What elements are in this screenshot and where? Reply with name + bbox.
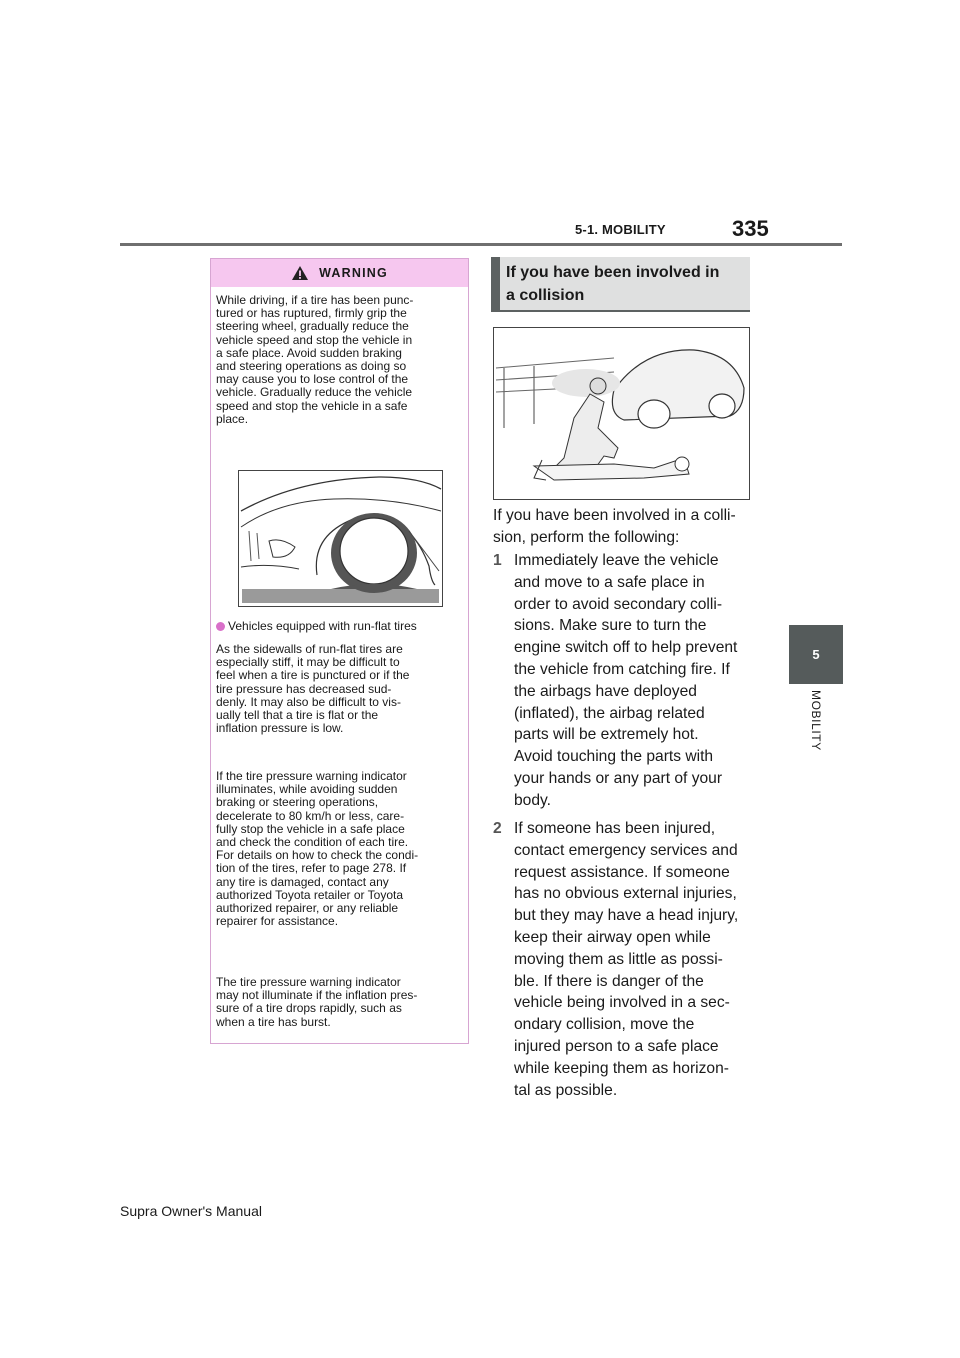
text-line: braking or steering operations, bbox=[216, 795, 379, 810]
text-line: place. bbox=[216, 411, 249, 426]
page-number: 335 bbox=[732, 216, 769, 241]
text-line: may not illuminate if the inflation pres- bbox=[216, 988, 418, 1003]
text-line: vehicle speed and stop the vehicle in bbox=[216, 332, 413, 347]
text-line: tion of the tires, refer to page 278. If bbox=[216, 861, 407, 876]
flat-tire-drawing bbox=[239, 471, 442, 606]
text-line: vehicle being involved in a sec- bbox=[514, 994, 730, 1012]
text-line: body. bbox=[514, 791, 551, 809]
text-line: contact emergency services and bbox=[514, 841, 738, 859]
text-line: but they may have a head injury, bbox=[514, 907, 739, 925]
text-line: the airbags have deployed bbox=[514, 682, 697, 700]
collision-drawing bbox=[494, 328, 749, 499]
warning-box bbox=[210, 258, 469, 1044]
warning-paragraph bbox=[216, 976, 466, 1029]
text-line: and move to a safe place in bbox=[514, 573, 705, 591]
text-line: For details on how to check the condi- bbox=[216, 848, 419, 863]
text-line: speed and stop the vehicle in a safe bbox=[216, 398, 408, 413]
text-line: sion, perform the following: bbox=[493, 528, 680, 546]
footer-manual-title: Supra Owner's Manual bbox=[120, 1203, 262, 1219]
text-line: a safe place. Avoid sudden braking bbox=[216, 345, 402, 360]
bullet-item bbox=[216, 619, 466, 633]
text-line: authorized Toyota retailer or Toyota bbox=[216, 887, 404, 902]
text-line: the vehicle from catching fire. If bbox=[514, 660, 730, 678]
text-line: tire pressure has decreased sud- bbox=[216, 681, 392, 696]
text-line: Immediately leave the vehicle bbox=[514, 552, 719, 569]
text-line: tured or has ruptured, firmly grip the bbox=[216, 306, 407, 321]
text-line: order to avoid secondary colli- bbox=[514, 595, 723, 613]
chapter-label-text: MOBILITY bbox=[809, 690, 823, 751]
text-line: illuminates, while avoiding sudden bbox=[216, 782, 398, 797]
text-line: feel when a tire is punctured or if the bbox=[216, 668, 410, 683]
warning-paragraph bbox=[216, 294, 466, 426]
text-line: fully stop the vehicle in a safe place bbox=[216, 821, 405, 836]
chapter-label bbox=[776, 690, 856, 770]
text-line: ble. If there is danger of the bbox=[514, 972, 704, 990]
text-line: keep their airway open while bbox=[514, 928, 711, 946]
chapter-tab[interactable]: 5 bbox=[789, 625, 843, 684]
warning-paragraph bbox=[216, 770, 466, 928]
text-line: when a tire has burst. bbox=[216, 1014, 331, 1029]
step-item bbox=[493, 550, 755, 812]
text-line: especially stiff, it may be difficult to bbox=[216, 655, 400, 670]
warning-header bbox=[211, 259, 468, 287]
section-heading-text bbox=[506, 261, 746, 307]
section-heading bbox=[491, 257, 750, 312]
text-line: engine switch off to help prevent bbox=[514, 639, 738, 657]
bullet-dot bbox=[216, 622, 225, 631]
text-line: While driving, if a tire has been punc- bbox=[216, 293, 414, 307]
step-number: 1 bbox=[493, 552, 502, 569]
collision-illustration bbox=[493, 327, 750, 500]
text-line: If someone has been injured, bbox=[514, 820, 716, 837]
text-line: tal as possible. bbox=[514, 1081, 618, 1099]
warning-title: WARNING bbox=[319, 266, 388, 280]
text-line: parts will be extremely hot. bbox=[514, 726, 699, 744]
text-line: ually tell that a tire is flat or the bbox=[216, 708, 379, 723]
bullet-text: Vehicles equipped with run-flat tires bbox=[228, 619, 417, 633]
heading-line: If you have been involved in bbox=[506, 264, 720, 281]
text-line: any tire is damaged, contact any bbox=[216, 874, 389, 889]
text-line: decelerate to 80 km/h or less, care- bbox=[216, 808, 405, 823]
text-line: ondary collision, move the bbox=[514, 1016, 695, 1034]
text-line: and check the condition of each tire. bbox=[216, 835, 409, 850]
text-line: If you have been involved in a colli- bbox=[493, 507, 736, 524]
text-line: request assistance. If someone bbox=[514, 863, 730, 881]
text-line: authorized repairer, or any reliable bbox=[216, 901, 399, 916]
header-rule bbox=[120, 243, 842, 246]
text-line: while keeping them as horizon- bbox=[514, 1059, 729, 1077]
text-line: may cause you to lose control of the bbox=[216, 372, 409, 387]
flat-tire-illustration bbox=[238, 470, 443, 607]
text-line: The tire pressure warning indicator bbox=[216, 975, 401, 989]
text-line: steering wheel, gradually reduce the bbox=[216, 319, 409, 334]
text-line: If the tire pressure warning indicator bbox=[216, 769, 407, 783]
text-line: (inflated), the airbag related bbox=[514, 704, 705, 722]
heading-line: a collision bbox=[506, 287, 585, 304]
text-line: inflation pressure is low. bbox=[216, 721, 344, 736]
text-line: moving them as little as possi- bbox=[514, 950, 723, 968]
step-item bbox=[493, 818, 755, 1102]
text-line: your hands or any part of your bbox=[514, 769, 723, 787]
section-title: 5-1. MOBILITY bbox=[575, 222, 666, 237]
step-text bbox=[514, 818, 754, 1101]
step-number: 2 bbox=[493, 820, 502, 837]
text-line: and steering operations as doing so bbox=[216, 359, 407, 374]
text-line: As the sidewalls of run-flat tires are bbox=[216, 642, 403, 656]
text-line: sions. Make sure to turn the bbox=[514, 617, 707, 635]
text-line: injured person to a safe place bbox=[514, 1037, 719, 1055]
text-line: Avoid touching the parts with bbox=[514, 748, 714, 766]
warning-paragraph bbox=[216, 643, 466, 735]
text-line: repairer for assistance. bbox=[216, 914, 339, 929]
intro-paragraph bbox=[493, 505, 755, 549]
text-line: denly. It may also be difficult to vis- bbox=[216, 694, 401, 709]
text-line: has no obvious external injuries, bbox=[514, 885, 737, 903]
text-line: vehicle. Gradually reduce the vehicle bbox=[216, 385, 413, 400]
text-line: sure of a tire drops rapidly, such as bbox=[216, 1001, 402, 1016]
step-text bbox=[514, 550, 754, 812]
warning-triangle-icon bbox=[291, 265, 309, 281]
